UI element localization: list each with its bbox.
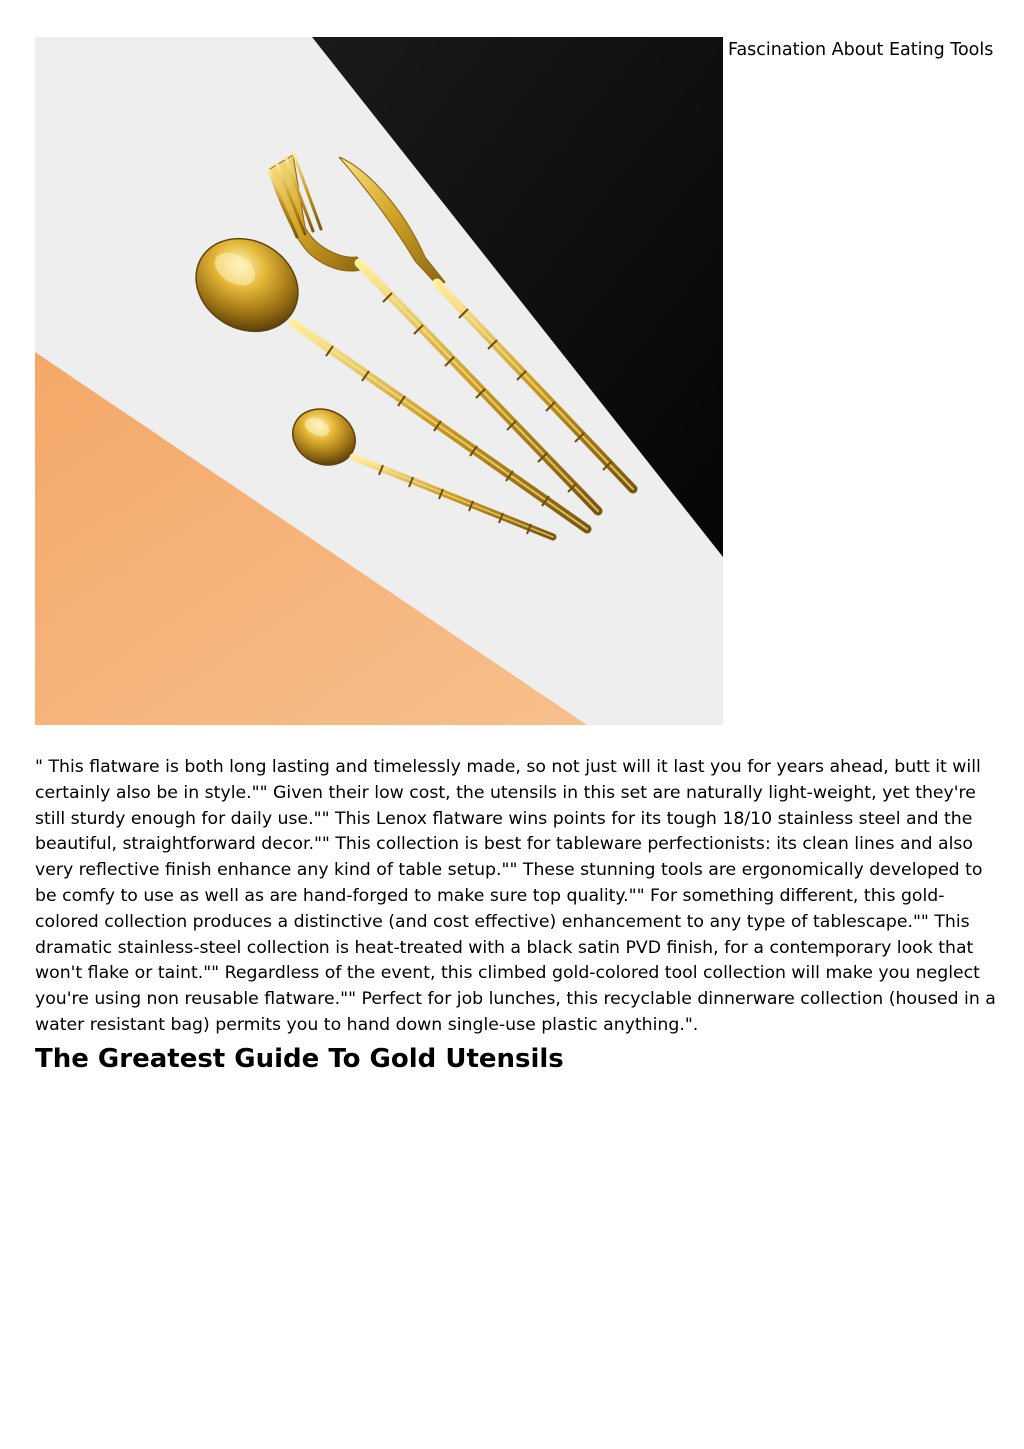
body-paragraph: " This flatware is both long lasting and timelessly made, so not just will it last you for years ahead, butt it will certainly also be in style."" Given their low cost, the utensils in this set are naturally light-weight, yet they're still sturdy enough for daily use."" This Lenox flatware wins points for its tough 18/10 stainless steel and the beautiful, straightforward decor."" This collection is best for tableware perfectionists: its clean lines and also very reflective finish enhance any kind of table setup."" These stunning tools are ergonomically developed to be comfy to use as well as are hand-forged to make sure top quality."" For something different, this gold-colored collection produces a distinctive (and cost effective) enhancement to any type of tablescape."" This dramatic stainless-steel collection is heat-treated with a black satin PVD finish, for a contemporary look that won't flake or taint."" Regardless of the event, this climbed gold-colored tool collection will make you neglect you're using non reusable flatware."" Perfect for job lunches, this recyclable dinnerware collection (housed in a water resistant bag) permits you to hand down single-use plastic anything.". [35,757,996,1035]
image-caption: Fascination About Eating Tools [728,40,994,60]
product-photo [35,37,723,725]
section-heading: The Greatest Guide To Gold Utensils [35,1044,564,1074]
